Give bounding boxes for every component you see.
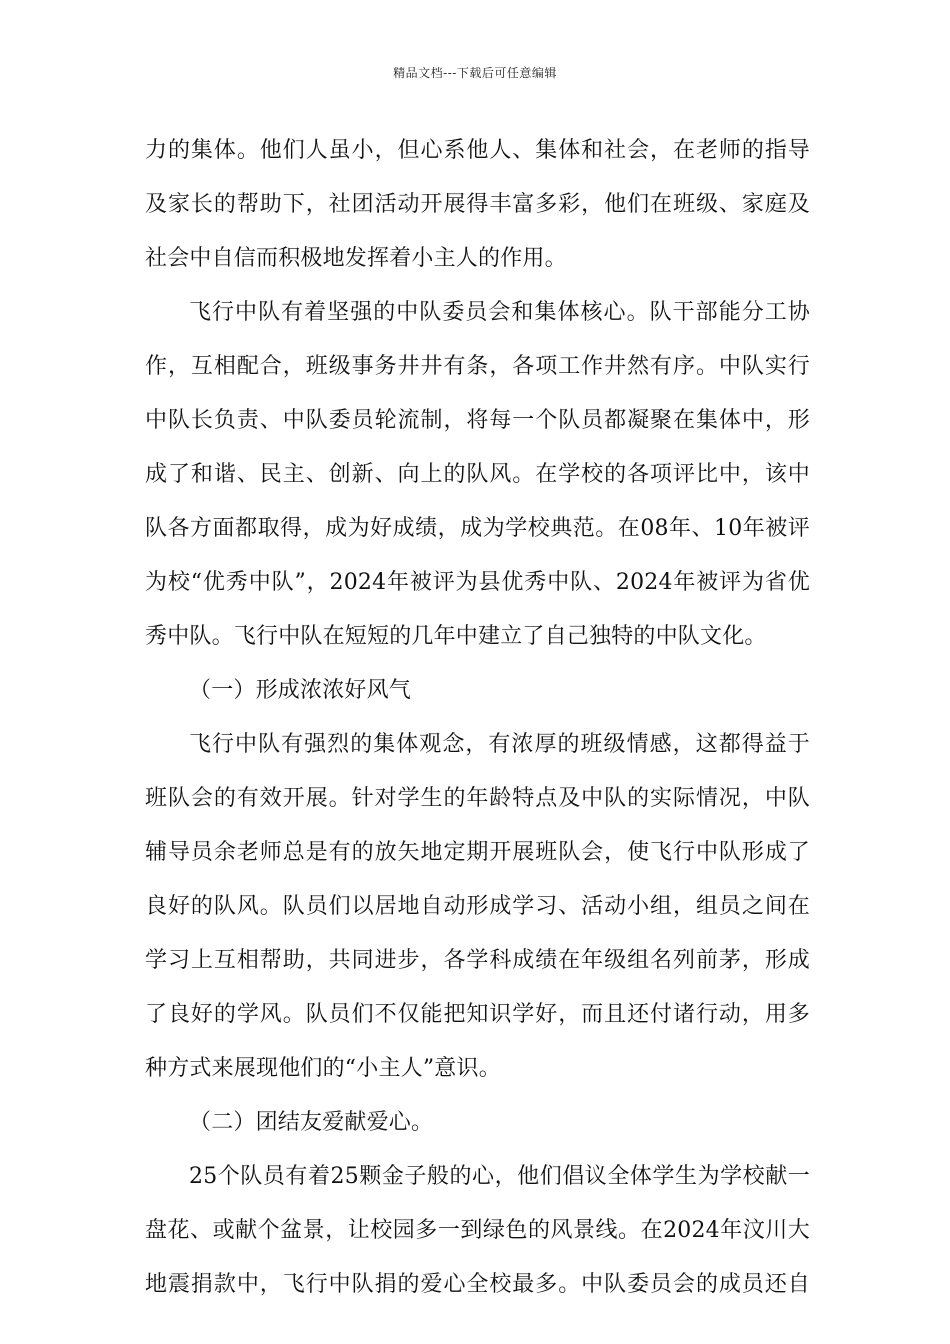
text-line-21: 盘花、或献个盆景，让校园多一到绿色的风景线。在2024年汶川大	[145, 1218, 810, 1243]
text-line-22: 地震捐款中，飞行中队捐的爱心全校最多。中队委员会的成员还自	[145, 1272, 810, 1297]
text-line-17: 了良好的学风。队员们不仅能把知识学好，而且还付诸行动，用多	[145, 1002, 810, 1027]
text-line-8: 队各方面都取得，成为好成绩，成为学校典范。在08年、10年被评	[145, 516, 810, 541]
section-heading-1: （一）形成浓浓好风气	[189, 678, 412, 703]
text-line-4: 飞行中队有着坚强的中队委员会和集体核心。队干部能分工协	[189, 300, 810, 325]
text-line-3: 社会中自信而积极地发挥着小主人的作用。	[145, 246, 567, 271]
text-line-2: 及家长的帮助下，社团活动开展得丰富多彩，他们在班级、家庭及	[145, 192, 810, 217]
text-line-6: 中队长负责、中队委员轮流制，将每一个队员都凝聚在集体中，形	[145, 408, 810, 433]
text-line-16: 学习上互相帮助，共同进步，各学科成绩在年级组名列前茅，形成	[145, 948, 810, 973]
text-line-20: 25个队员有着25颗金子般的心，他们倡议全体学生为学校献一	[189, 1164, 810, 1189]
text-line-5: 作，互相配合，班级事务井井有条，各项工作井然有序。中队实行	[145, 354, 810, 379]
text-line-15: 良好的队风。队员们以居地自动形成学习、活动小组，组员之间在	[145, 894, 810, 919]
text-line-10: 秀中队。飞行中队在短短的几年中建立了自己独特的中队文化。	[145, 624, 767, 649]
text-line-18: 种方式来展现他们的“小主人”意识。	[145, 1056, 501, 1081]
text-line-7: 成了和谐、民主、创新、向上的队风。在学校的各项评比中，该中	[145, 462, 810, 487]
text-line-13: 班队会的有效开展。针对学生的年龄特点及中队的实际情况，中队	[145, 786, 810, 811]
page-header: 精品文档---下载后可任意编辑	[393, 66, 557, 80]
text-line-1: 力的集体。他们人虽小，但心系他人、集体和社会，在老师的指导	[145, 138, 810, 163]
text-line-14: 辅导员余老师总是有的放矢地定期开展班队会，使飞行中队形成了	[145, 840, 810, 865]
text-line-12: 飞行中队有强烈的集体观念，有浓厚的班级情感，这都得益于	[189, 732, 810, 757]
section-heading-2: （二）团结友爱献爱心。	[189, 1110, 434, 1135]
document-body	[145, 124, 810, 1312]
text-line-9: 为校“优秀中队”，2024年被评为县优秀中队、2024年被评为省优	[145, 570, 810, 595]
